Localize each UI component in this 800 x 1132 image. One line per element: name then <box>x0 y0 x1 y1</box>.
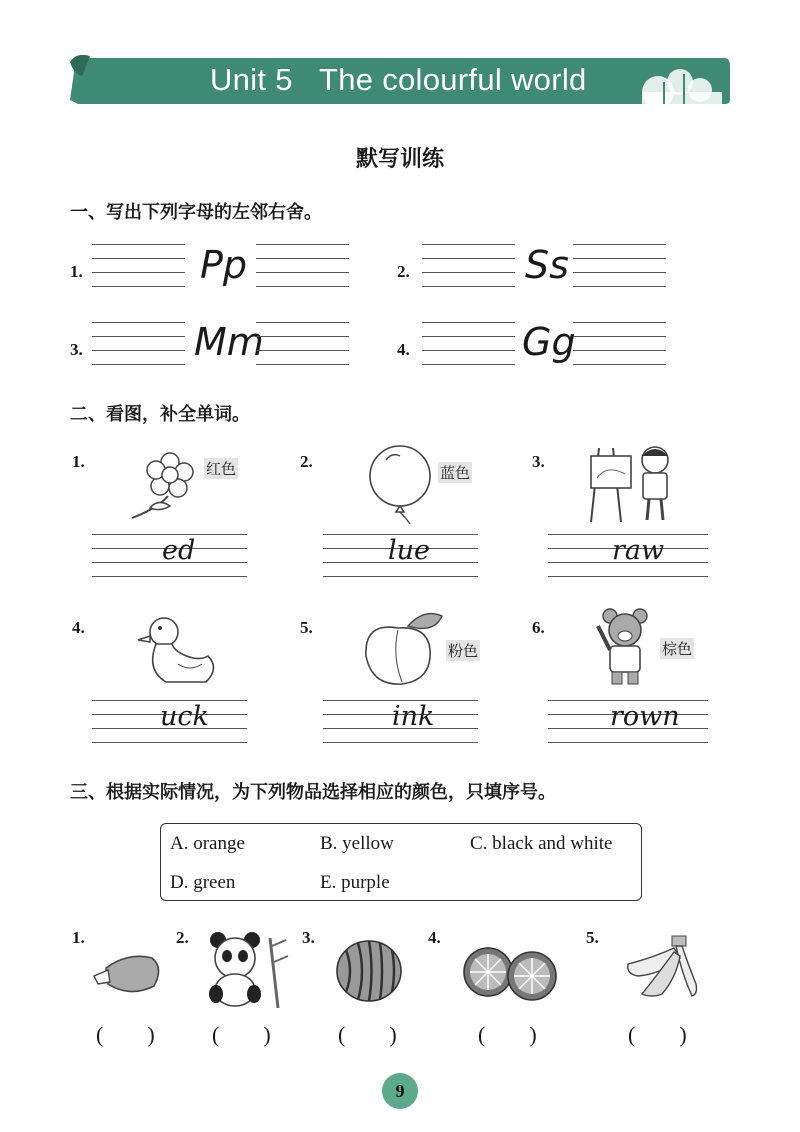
s1-item1-right-blank[interactable] <box>256 244 349 288</box>
duck-icon <box>132 610 222 690</box>
s2-item1-fragment: ed <box>162 535 196 566</box>
s2-item5-hint: 粉色 <box>448 642 479 660</box>
s3-item1-answer[interactable]: ( ) <box>96 1022 155 1047</box>
s3-item2-number: 2. <box>176 928 189 947</box>
s2-item2-hint: 蓝色 <box>440 464 471 482</box>
s3-item4-number: 4. <box>428 928 441 947</box>
s2-item1-hint: 红色 <box>206 460 237 478</box>
orange-icon <box>462 944 558 1004</box>
s2-item6-fragment: rown <box>610 701 680 732</box>
page-number: 9 <box>382 1073 418 1109</box>
s3-item1-number: 1. <box>72 928 85 947</box>
s1-item3-left-blank[interactable] <box>92 322 185 366</box>
s2-item2-fragment: lue <box>388 535 431 566</box>
boy-painting-icon <box>585 442 680 524</box>
s2-item4-fragment: uck <box>160 701 209 732</box>
s1-item2-left-blank[interactable] <box>422 244 515 288</box>
option-c: C. black and white <box>470 833 613 854</box>
flower-icon <box>128 450 208 522</box>
s3-item2-answer[interactable]: ( ) <box>212 1022 271 1047</box>
s1-item4-left-blank[interactable] <box>422 322 515 366</box>
option-e: E. purple <box>320 872 390 893</box>
bear-icon <box>594 606 660 688</box>
s1-item4-right-blank[interactable] <box>573 322 666 366</box>
s2-item5-fragment: ink <box>392 701 435 732</box>
s3-item5-number: 5. <box>586 928 599 947</box>
panda-icon <box>200 928 290 1010</box>
s3-item4-answer[interactable]: ( ) <box>478 1022 537 1047</box>
s2-item3-number: 3. <box>532 452 545 471</box>
section2-title: 二、看图，补全单词。 <box>70 404 250 425</box>
s1-item3-letters: Mm <box>194 320 264 364</box>
s2-item4-number: 4. <box>72 618 85 637</box>
page-subtitle: 默写训练 <box>355 147 444 172</box>
peach-icon <box>358 606 446 688</box>
s2-item6-number: 6. <box>532 618 545 637</box>
s3-item5-answer[interactable]: ( ) <box>628 1022 687 1047</box>
s1-item2-right-blank[interactable] <box>573 244 666 288</box>
option-b: B. yellow <box>320 833 394 854</box>
s1-item1-letters: Pp <box>200 243 248 287</box>
s2-item1-number: 1. <box>72 452 85 471</box>
s1-item4-number: 4. <box>397 340 410 359</box>
s2-item3-fragment: raw <box>612 535 665 566</box>
unit-title: Unit 5 The colourful world <box>210 62 587 97</box>
watermelon-icon <box>334 938 404 1004</box>
s1-item2-number: 2. <box>397 262 410 281</box>
s1-item4-letters: Gg <box>522 320 576 364</box>
s1-item2-letters: Ss <box>525 243 569 287</box>
section1-title: 一、写出下列字母的左邻右舍。 <box>70 202 322 223</box>
s1-item3-right-blank[interactable] <box>256 322 349 366</box>
section3-title: 三、根据实际情况，为下列物品选择相应的颜色，只填序号。 <box>70 782 556 803</box>
option-d: D. green <box>170 872 236 893</box>
s2-item5-number: 5. <box>300 618 313 637</box>
s1-item1-number: 1. <box>70 262 83 281</box>
s3-item3-answer[interactable]: ( ) <box>338 1022 397 1047</box>
s1-item1-left-blank[interactable] <box>92 244 185 288</box>
s1-item3-number: 3. <box>70 340 83 359</box>
balloon-icon <box>366 444 436 524</box>
option-a: A. orange <box>170 833 245 854</box>
s2-item6-hint: 棕色 <box>662 640 693 658</box>
s2-item2-number: 2. <box>300 452 313 471</box>
banana-icon <box>622 934 702 1000</box>
s3-item3-number: 3. <box>302 928 315 947</box>
eggplant-icon <box>88 946 164 1002</box>
